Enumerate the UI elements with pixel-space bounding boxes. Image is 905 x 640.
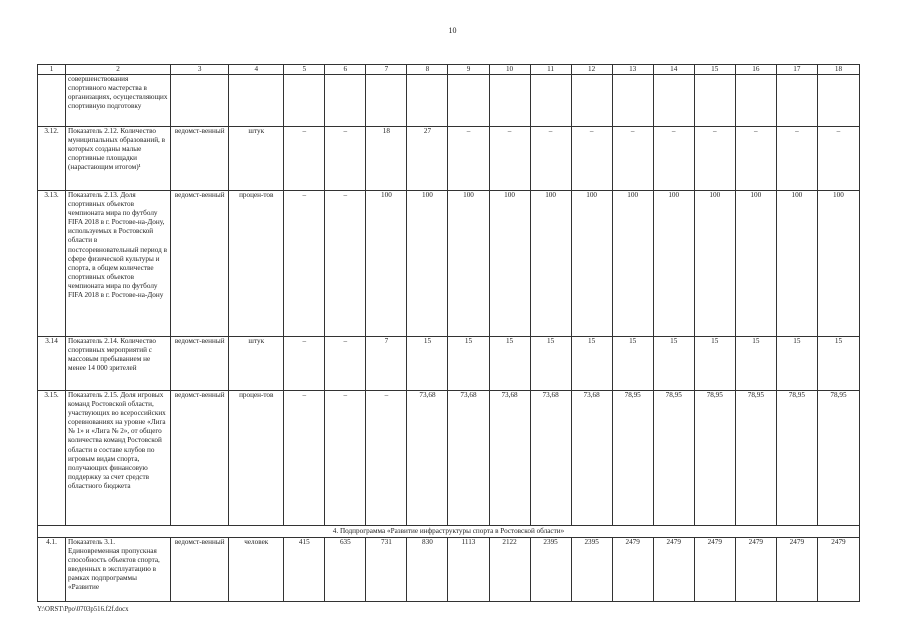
value-cell: – [817, 127, 859, 191]
row-id-cell: 3.12. [38, 127, 66, 191]
column-header-16: 16 [735, 65, 776, 75]
value-cell [735, 75, 776, 127]
value-cell: 78,95 [817, 391, 859, 526]
column-header-13: 13 [612, 65, 653, 75]
indicator-cell: Показатель 2.12. Количество муниципальных образований, в которых созданы малые спортивные площадки (нарастающим итогом)¹ [66, 127, 171, 191]
value-cell: 78,95 [735, 391, 776, 526]
value-cell: 100 [735, 191, 776, 337]
value-cell [325, 75, 366, 127]
value-cell: – [776, 127, 817, 191]
value-cell: – [366, 391, 407, 526]
value-cell: – [694, 127, 735, 191]
value-cell [776, 75, 817, 127]
value-cell: 100 [612, 191, 653, 337]
value-cell: 2479 [653, 538, 694, 602]
value-cell: – [284, 337, 325, 391]
column-header-9: 9 [448, 65, 489, 75]
value-cell: 100 [817, 191, 859, 337]
value-cell [407, 75, 448, 127]
value-cell [612, 75, 653, 127]
value-cell: 15 [612, 337, 653, 391]
column-header-12: 12 [571, 65, 612, 75]
row-id-cell: 3.15. [38, 391, 66, 526]
value-cell: 830 [407, 538, 448, 602]
column-header-4: 4 [229, 65, 284, 75]
column-header-17: 17 [776, 65, 817, 75]
column-header-2: 2 [66, 65, 171, 75]
value-cell: 2395 [530, 538, 571, 602]
value-cell: 15 [530, 337, 571, 391]
value-cell: 73,68 [489, 391, 530, 526]
value-cell [489, 75, 530, 127]
row-id-cell [38, 75, 66, 127]
value-cell: – [325, 391, 366, 526]
table-row [38, 391, 860, 526]
value-cell: – [284, 127, 325, 191]
value-cell: 415 [284, 538, 325, 602]
value-cell: 2479 [694, 538, 735, 602]
value-cell: – [284, 191, 325, 337]
value-cell: 635 [325, 538, 366, 602]
value-cell: 2479 [817, 538, 859, 602]
value-cell: 731 [366, 538, 407, 602]
value-cell: 73,68 [571, 391, 612, 526]
column-header-14: 14 [653, 65, 694, 75]
table-row [38, 127, 860, 191]
value-cell: – [571, 127, 612, 191]
value-cell: – [325, 191, 366, 337]
indicator-cell: Показатель 3.1. Единовременная пропускная способность объектов спорта, введенных в эксплуатацию в рамках подпрограммы «Развитие [66, 538, 171, 602]
column-header-8: 8 [407, 65, 448, 75]
value-cell: 2479 [612, 538, 653, 602]
source-cell [171, 75, 229, 127]
column-header-11: 11 [530, 65, 571, 75]
page-number: 10 [448, 26, 457, 35]
value-cell [284, 75, 325, 127]
value-cell: 15 [448, 337, 489, 391]
value-cell: 100 [694, 191, 735, 337]
section-title: 4. Подпрограмма «Развитие инфраструктуры спорта в Ростовской области» [38, 526, 860, 538]
unit-cell: штук [229, 337, 284, 391]
value-cell: 27 [407, 127, 448, 191]
value-cell: 78,95 [776, 391, 817, 526]
value-cell: 73,68 [530, 391, 571, 526]
value-cell: 15 [694, 337, 735, 391]
column-header-5: 5 [284, 65, 325, 75]
unit-cell: штук [229, 127, 284, 191]
indicator-cell: Показатель 2.15. Доля игровых команд Ростовской области, участвующих во всероссийских соревнованиях на уровне «Лига № 1» и «Лига № 2», от общего количества команд Ростовской области в составе клубов по игровым видам спорта, получающих финансовую поддержку за счет средств областного бюджета [66, 391, 171, 526]
source-cell: ведомст-венный [171, 337, 229, 391]
row-id-cell: 4.1. [38, 538, 66, 602]
source-cell: ведомст-венный [171, 127, 229, 191]
value-cell: 100 [448, 191, 489, 337]
value-cell: 100 [407, 191, 448, 337]
value-cell: 100 [571, 191, 612, 337]
row-id-cell: 3.14 [38, 337, 66, 391]
source-cell: ведомст-венный [171, 191, 229, 337]
value-cell: 78,95 [653, 391, 694, 526]
value-cell: 15 [571, 337, 612, 391]
value-cell: – [735, 127, 776, 191]
value-cell: 2122 [489, 538, 530, 602]
unit-cell [229, 75, 284, 127]
value-cell: 100 [489, 191, 530, 337]
value-cell [694, 75, 735, 127]
header-row [38, 65, 860, 75]
table-row [38, 538, 860, 602]
value-cell: 15 [489, 337, 530, 391]
indicator-cell: совершенствования спортивного мастерства в организациях, осуществляющих спортивную подготовку [66, 75, 171, 127]
value-cell: 100 [653, 191, 694, 337]
value-cell: 73,68 [407, 391, 448, 526]
value-cell [530, 75, 571, 127]
source-cell: ведомст-венный [171, 391, 229, 526]
value-cell: 2479 [776, 538, 817, 602]
value-cell: 1113 [448, 538, 489, 602]
value-cell: 100 [530, 191, 571, 337]
indicator-cell: Показатель 2.14. Количество спортивных мероприятий с массовым пребыванием не менее 14 000 зрителей [66, 337, 171, 391]
value-cell: 15 [817, 337, 859, 391]
value-cell: – [612, 127, 653, 191]
value-cell: 100 [776, 191, 817, 337]
value-cell: – [530, 127, 571, 191]
value-cell [653, 75, 694, 127]
value-cell: 78,95 [694, 391, 735, 526]
value-cell [571, 75, 612, 127]
value-cell: 18 [366, 127, 407, 191]
unit-cell: человек [229, 538, 284, 602]
value-cell: 15 [776, 337, 817, 391]
value-cell: 2479 [735, 538, 776, 602]
value-cell: 2395 [571, 538, 612, 602]
value-cell: – [284, 391, 325, 526]
value-cell: 78,95 [612, 391, 653, 526]
value-cell: – [653, 127, 694, 191]
value-cell: – [325, 127, 366, 191]
value-cell [366, 75, 407, 127]
value-cell [817, 75, 859, 127]
value-cell: 15 [407, 337, 448, 391]
section-row [38, 526, 860, 538]
value-cell: – [325, 337, 366, 391]
value-cell [448, 75, 489, 127]
value-cell: 73,68 [448, 391, 489, 526]
row-id-cell: 3.13. [38, 191, 66, 337]
table-row [38, 191, 860, 337]
value-cell: 15 [653, 337, 694, 391]
source-cell: ведомст-венный [171, 538, 229, 602]
footer-file-path: Y:\ORST\Ppo\0703p516.f2f.docx [37, 606, 129, 613]
indicator-cell: Показатель 2.13. Доля спортивных объектов чемпионата мира по футболу FIFA 2018 в г. Ростове-на-Дону, используемых в Ростовской области в постсоревновательный период в сфере физической культуры и спорта, в общем количестве спортивных объектов чемпионата мира по футболу FIFA 2018 в г. Ростове-на-Дону [66, 191, 171, 337]
column-header-10: 10 [489, 65, 530, 75]
column-header-15: 15 [694, 65, 735, 75]
column-header-1: 1 [38, 65, 66, 75]
unit-cell: процен-тов [229, 391, 284, 526]
table-body [38, 75, 860, 602]
column-header-7: 7 [366, 65, 407, 75]
indicator-table [37, 64, 860, 602]
column-header-6: 6 [325, 65, 366, 75]
value-cell: 7 [366, 337, 407, 391]
column-header-18: 18 [817, 65, 859, 75]
value-cell: – [448, 127, 489, 191]
table-row [38, 75, 860, 127]
column-header-3: 3 [171, 65, 229, 75]
value-cell: – [489, 127, 530, 191]
value-cell: 100 [366, 191, 407, 337]
table-row [38, 337, 860, 391]
unit-cell: процен-тов [229, 191, 284, 337]
value-cell: 15 [735, 337, 776, 391]
